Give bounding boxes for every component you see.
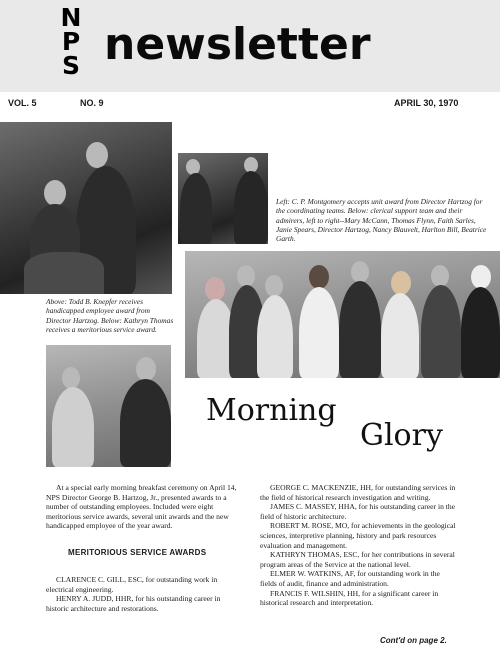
photo-thomas-award: [46, 345, 171, 467]
article-right-column: [260, 483, 458, 608]
award-item: CLARENCE C. GILL, ESC, for outstanding work in electrical engineering.: [46, 575, 218, 594]
newsletter-nameplate: newsletter: [104, 19, 371, 70]
caption-montgomery-team: Left: C. P. Montgomery accepts unit award from Director Hartzog for the coordinating teams. Below: clerical support team and their admirers, left to right--Mary McCann, Thomas Flynn, Faith Sarles, Janie Spears, Director Hartzog, Nancy Blauvelt, Harlton Bill, Beatrice Garth.: [276, 197, 487, 244]
award-item: ROBERT M. ROSE, MO, for achievements in the geological sciences, interpretive planning, history and park resources evaluation and management.: [260, 521, 456, 550]
volume-label: VOL. 5: [8, 98, 37, 108]
award-item: ELMER W. WATKINS, AF, for outstanding work in the fields of audit, finance and administration.: [260, 569, 440, 588]
masthead: [0, 0, 500, 92]
award-item: KATHRYN THOMAS, ESC, for her contributions in several program areas of the Service at the national level.: [260, 550, 455, 569]
issue-number: NO. 9: [80, 98, 104, 108]
nps-vertical-logo: [56, 3, 86, 80]
article-intro: [46, 483, 244, 531]
issue-line: [0, 96, 500, 110]
award-item: JAMES C. MASSEY, HHA, for his outstanding career in the field of historic architecture.: [260, 502, 456, 521]
nps-letter-n: N: [60, 3, 82, 32]
caption-knepfer-thomas: Above: Todd B. Knepfer receives handicapped employee award from Director Hartzog. Below: Kathryn Thomas receives a meritorious service award.: [46, 297, 174, 334]
nps-letter-s: S: [61, 51, 80, 80]
section-subhead: MERITORIOUS SERVICE AWARDS: [68, 548, 207, 557]
intro-paragraph: At a special early morning breakfast ceremony on April 14, NPS Director George B. Hartzog, Jr., presented awards to a number of outstanding employees. Included were eight meritorious service awards, several unit awards and the new handicapped employee of the year award.: [46, 483, 237, 531]
issue-date: APRIL 30, 1970: [394, 98, 459, 108]
award-item: HENRY A. JUDD, HHR, for his outstanding career in historic architecture and restorations.: [46, 594, 221, 613]
article-left-column: [46, 575, 244, 613]
continued-note: Cont'd on page 2.: [380, 636, 447, 645]
headline-morning: Morning: [206, 393, 337, 428]
photo-knepfer-award: [0, 122, 172, 294]
photo-clerical-team: [185, 251, 500, 378]
nps-letter-p: P: [61, 27, 81, 56]
photo-montgomery-award: [178, 153, 268, 244]
award-item: GEORGE C. MACKENZIE, HH, for outstanding services in the field of historical research investigation and writing.: [260, 483, 456, 502]
award-item: FRANCIS F. WILSHIN, HH, for a significant career in historical research and interpretation.: [260, 588, 439, 608]
masthead-background-texture: ​: [199, 6, 201, 22]
headline-glory: Glory: [360, 418, 443, 453]
